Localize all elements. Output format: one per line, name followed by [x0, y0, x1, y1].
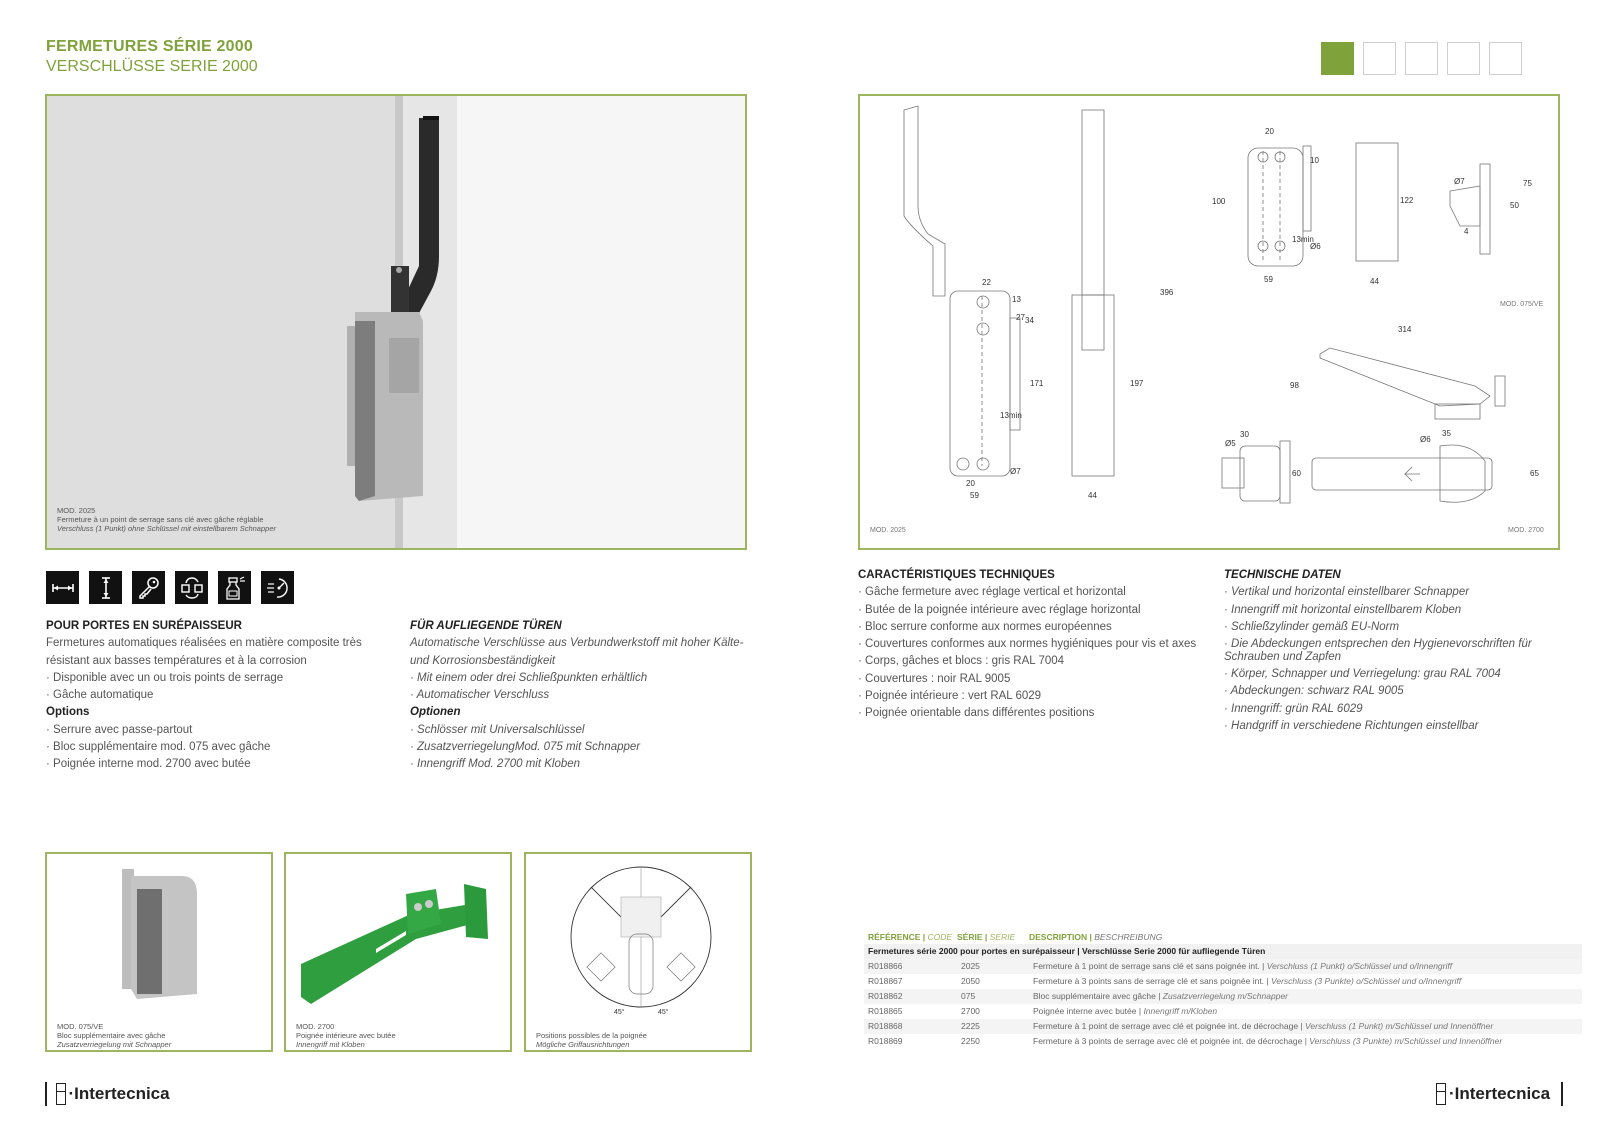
col-desc: DESCRIPTION	[1029, 932, 1088, 942]
thumb-caption	[536, 1031, 647, 1049]
tech-specs-de	[1224, 567, 1554, 735]
col-ref-de: CODE	[927, 932, 953, 942]
description-fr-options-heading: Options	[46, 706, 90, 719]
hero-caption-fr: Fermeture à un point de serrage sans clé avec gâche réglable	[57, 515, 264, 524]
thumb-caption-fr: Bloc supplémentaire avec gâche	[57, 1031, 166, 1040]
tech-specs-de-heading: TECHNISCHE DATEN	[1224, 569, 1341, 581]
separator: |	[920, 932, 928, 942]
cell-desc-fr: Bloc supplémentaire avec gâche |	[1033, 991, 1163, 1001]
reference-table	[864, 930, 1582, 1049]
cell-serie: 2025	[961, 961, 980, 971]
description-de-options-heading: Optionen	[410, 706, 461, 719]
separator: |	[1087, 932, 1095, 942]
tech-spec-item: · Körper, Schnapper und Verriegelung: grau RAL 7004	[1224, 668, 1501, 681]
svg-text:Ø5: Ø5	[1225, 439, 1236, 448]
thumb-caption-fr: Positions possibles de la poignée	[536, 1031, 647, 1040]
col-desc-de: BESCHREIBUNG	[1094, 932, 1163, 942]
svg-text:20: 20	[1265, 127, 1274, 136]
svg-text:197: 197	[1130, 379, 1144, 388]
handle-positions-diagram	[566, 862, 716, 1017]
cell-serie: 2700	[961, 1006, 980, 1016]
hero-caption-de: Verschluss (1 Punkt) ohne Schlüssel mit einstellbarem Schnapper	[57, 524, 276, 533]
thumb-caption	[57, 1022, 171, 1049]
table-row	[864, 1004, 1582, 1019]
svg-text:Ø7: Ø7	[1010, 467, 1021, 476]
cell-serie: 2225	[961, 1021, 980, 1031]
description-de-bullet: · Mit einem oder drei Schließpunkten erhältlich	[410, 671, 648, 684]
description-fr-bullet: · Disponible avec un ou trois points de serrage	[46, 671, 284, 684]
tech-spec-item: · Corps, gâches et blocs : gris RAL 7004	[858, 655, 1065, 668]
tech-spec-item: · Butée de la poignée intérieure avec réglage horizontal	[858, 603, 1141, 616]
table-row	[864, 959, 1582, 974]
page-indicator-square-2[interactable]	[1363, 42, 1396, 75]
thumb-caption-fr: Poignée intérieure avec butée	[296, 1031, 396, 1040]
thumb-mod-2700	[284, 852, 512, 1052]
table-row	[864, 1034, 1582, 1049]
description-de-bullet: · Automatischer Verschluss	[410, 689, 550, 702]
tech-spec-item: · Couvertures : noir RAL 9005	[858, 672, 1011, 685]
tech-spec-item: · Innengriff: grün RAL 6029	[1224, 702, 1363, 715]
thumb-caption-de: Zusatzverriegelung mit Schnapper	[57, 1040, 172, 1049]
cell-desc-de: Verschluss (3 Punkte) m/Schlüssel und Innenöffner	[1309, 1036, 1503, 1046]
cell-desc-fr: Fermeture à 1 point de serrage sans clé et sans poignée int. |	[1033, 961, 1267, 971]
page-indicator-square-5[interactable]	[1489, 42, 1522, 75]
description-de-option: · Schlösser mit Universalschlüssel	[410, 723, 585, 736]
table-row	[864, 1019, 1582, 1034]
description-de-option: · ZusatzverriegelungMod. 075 mit Schnapper	[410, 741, 641, 754]
description-de	[410, 618, 750, 774]
tech-spec-item: · Abdeckungen: schwarz RAL 9005	[1224, 685, 1404, 698]
cell-ref: R018867	[868, 976, 903, 986]
description-fr	[46, 618, 376, 774]
cell-desc-fr: Fermeture à 1 point de serrage avec clé et poignée int. de décrochage |	[1033, 1021, 1306, 1031]
thumb-handle-positions	[524, 852, 752, 1052]
description-fr-bullet: · Gâche automatique	[46, 689, 154, 702]
tech-spec-item: · Vertikal und horizontal einstellbarer Schnapper	[1224, 586, 1470, 599]
description-de-option: · Innengriff Mod. 2700 mit Kloben	[410, 758, 581, 771]
cell-ref: R018869	[868, 1036, 903, 1046]
tech-spec-item: · Bloc serrure conforme aux normes européennes	[858, 620, 1112, 633]
table-group-row: Fermetures série 2000 pour portes en surépaisseur | Verschlüsse Serie 2000 für aufliegende Türen	[864, 944, 1582, 959]
svg-text:20: 20	[966, 479, 975, 488]
svg-text:65: 65	[1530, 469, 1539, 478]
page-indicator-square-4[interactable]	[1447, 42, 1480, 75]
thumb-caption	[296, 1022, 396, 1049]
tech-spec-item: · Schließzylinder gemäß EU-Norm	[1224, 620, 1400, 633]
brand-name: ·Intertecnica	[1449, 1084, 1551, 1103]
cell-desc-fr: Poignée interne avec butée |	[1033, 1006, 1144, 1016]
tech-spec-item: · Poignée orientable dans différentes positions	[858, 707, 1095, 720]
svg-text:50: 50	[1510, 201, 1519, 210]
svg-text:59: 59	[1264, 275, 1273, 284]
table-header	[864, 930, 1582, 944]
tech-spec-item: · Die Abdeckungen entsprechen den Hygienevorschriften für Schrauben und Zapfen	[1224, 638, 1532, 664]
intertecnica-logo-icon	[56, 1083, 66, 1105]
footer-logo-left[interactable]	[45, 1082, 170, 1106]
latch-illustration	[347, 106, 487, 546]
col-serie: SÉRIE	[957, 932, 983, 942]
inner-handle-2700-illustration	[296, 879, 506, 1009]
svg-text:45°: 45°	[614, 1009, 625, 1016]
page-title-de: VERSCHLÜSSE SERIE 2000	[46, 58, 258, 75]
svg-text:35: 35	[1442, 429, 1451, 438]
table-row	[864, 974, 1582, 989]
cell-ref: R018868	[868, 1021, 903, 1031]
description-fr-option: · Serrure avec passe-partout	[46, 723, 193, 736]
tech-specs-fr-heading: CARACTÉRISTIQUES TECHNIQUES	[858, 569, 1055, 581]
page-indicator-square-1[interactable]	[1321, 42, 1354, 75]
rotate-positions-icon	[175, 571, 208, 604]
cell-serie: 075	[961, 991, 976, 1001]
feature-icons	[46, 571, 294, 604]
cell-ref: R018865	[868, 1006, 903, 1016]
tech-spec-item: · Innengriff mit horizontal einstellbarem Kloben	[1224, 603, 1462, 616]
thumb-caption-de: Innengriff mit Kloben	[296, 1040, 365, 1049]
col-ref: RÉFÉRENCE	[868, 932, 921, 942]
svg-text:Ø6: Ø6	[1420, 435, 1431, 444]
svg-text:MOD. 2025: MOD. 2025	[870, 527, 906, 534]
col-serie-de: SERIE	[989, 932, 1016, 942]
description-fr-heading: POUR PORTES EN SURÉPAISSEUR	[46, 620, 242, 632]
svg-text:44: 44	[1088, 491, 1097, 500]
svg-text:13: 13	[1012, 295, 1021, 304]
description-fr-intro: Fermetures automatiques réalisées en matière composite très résistant aux basses températures et à la corrosion	[46, 637, 362, 667]
page-title-fr: FERMETURES SÉRIE 2000	[46, 38, 253, 55]
svg-text:Ø7: Ø7	[1454, 177, 1465, 186]
cell-desc-fr: Fermeture à 3 points de serrage avec clé et poignée int. de décrochage |	[1033, 1036, 1310, 1046]
brand-name: ·Intertecnica	[68, 1084, 170, 1103]
cell-serie: 2050	[961, 976, 980, 986]
svg-text:59: 59	[970, 491, 979, 500]
svg-text:27: 27	[1016, 313, 1025, 322]
intertecnica-logo-icon	[1436, 1083, 1446, 1105]
description-fr-option: · Bloc supplémentaire mod. 075 avec gâche	[46, 741, 271, 754]
vertical-adjust-icon	[89, 571, 122, 604]
description-fr-option: · Poignée interne mod. 2700 avec butée	[46, 758, 251, 771]
cell-desc-de: Verschluss (1 Punkt) m/Schlüssel und Innenöffner	[1305, 1021, 1494, 1031]
cell-ref: R018862	[868, 991, 903, 1001]
hero-product-image	[45, 94, 747, 550]
svg-text:100: 100	[1212, 197, 1226, 206]
svg-text:Ø6: Ø6	[1310, 242, 1321, 251]
table-row	[864, 989, 1582, 1004]
cell-desc-de: Verschluss (3 Punkte) o/Schlüssel und o/Innengriff	[1270, 976, 1462, 986]
description-de-intro: Automatische Verschlüsse aus Verbundwerkstoff mit hoher Kälte- und Korrosionsbeständigkeit	[410, 637, 744, 667]
svg-text:22: 22	[982, 278, 991, 287]
svg-text:4: 4	[1464, 227, 1469, 236]
separator: |	[982, 932, 990, 942]
svg-text:13min: 13min	[1000, 411, 1022, 420]
page-indicator	[1321, 42, 1522, 75]
cell-ref: R018866	[868, 961, 903, 971]
logo-divider	[1561, 1082, 1563, 1106]
svg-text:44: 44	[1370, 277, 1379, 286]
svg-text:MOD. 075/VE: MOD. 075/VE	[1500, 301, 1544, 308]
hero-caption	[57, 506, 276, 533]
dimension-drawing	[860, 96, 1558, 548]
svg-text:75: 75	[1523, 179, 1532, 188]
svg-text:314: 314	[1398, 325, 1412, 334]
svg-text:171: 171	[1030, 379, 1044, 388]
wall-background	[457, 96, 745, 548]
thumb-model: MOD. 075/VE	[57, 1022, 104, 1031]
svg-text:MOD. 2700: MOD. 2700	[1508, 527, 1544, 534]
thumb-model: MOD. 2700	[296, 1022, 335, 1031]
logo-divider	[45, 1082, 47, 1106]
block-075-illustration	[117, 864, 207, 1004]
page-indicator-square-3[interactable]	[1405, 42, 1438, 75]
thumb-caption-de: Mögliche Griffausrichtungen	[536, 1040, 630, 1049]
cell-serie: 2250	[961, 1036, 980, 1046]
cold-temperature-icon	[261, 571, 294, 604]
svg-text:122: 122	[1400, 196, 1414, 205]
tech-specs-fr	[858, 567, 1213, 723]
cell-desc-de: Verschluss (1 Punkt) o/Schlüssel und o/Innengriff	[1266, 961, 1453, 971]
tech-spec-item: · Poignée intérieure : vert RAL 6029	[858, 690, 1042, 703]
svg-text:60: 60	[1292, 469, 1301, 478]
cell-desc-de: Zusatzverriegelung m/Schnapper	[1162, 991, 1289, 1001]
cell-desc-fr: Fermeture à 3 points sans de serrage clé et sans poignée int. |	[1033, 976, 1271, 986]
description-de-heading: FÜR AUFLIEGENDE TÜREN	[410, 620, 562, 632]
key-icon	[132, 571, 165, 604]
svg-text:45°: 45°	[658, 1009, 669, 1016]
table-body	[864, 959, 1582, 1049]
horizontal-adjust-icon	[46, 571, 79, 604]
thumb-mod-075	[45, 852, 273, 1052]
svg-text:30: 30	[1240, 430, 1249, 439]
technical-drawing	[858, 94, 1560, 550]
svg-text:34: 34	[1025, 316, 1034, 325]
svg-text:10: 10	[1310, 156, 1319, 165]
spray-cleaning-icon	[218, 571, 251, 604]
tech-spec-item: · Handgriff in verschiedene Richtungen einstellbar	[1224, 720, 1479, 733]
tech-spec-item: · Couvertures conformes aux normes hygiéniques pour vis et axes	[858, 638, 1197, 651]
footer-logo-right[interactable]	[1436, 1082, 1563, 1106]
tech-spec-item: · Gâche fermeture avec réglage vertical et horizontal	[858, 586, 1126, 599]
svg-text:396: 396	[1160, 288, 1174, 297]
cell-desc-de: Innengriff m/Kloben	[1143, 1006, 1218, 1016]
svg-text:98: 98	[1290, 381, 1299, 390]
hero-model: MOD. 2025	[57, 506, 96, 515]
svg-text:13min: 13min	[1292, 235, 1314, 244]
